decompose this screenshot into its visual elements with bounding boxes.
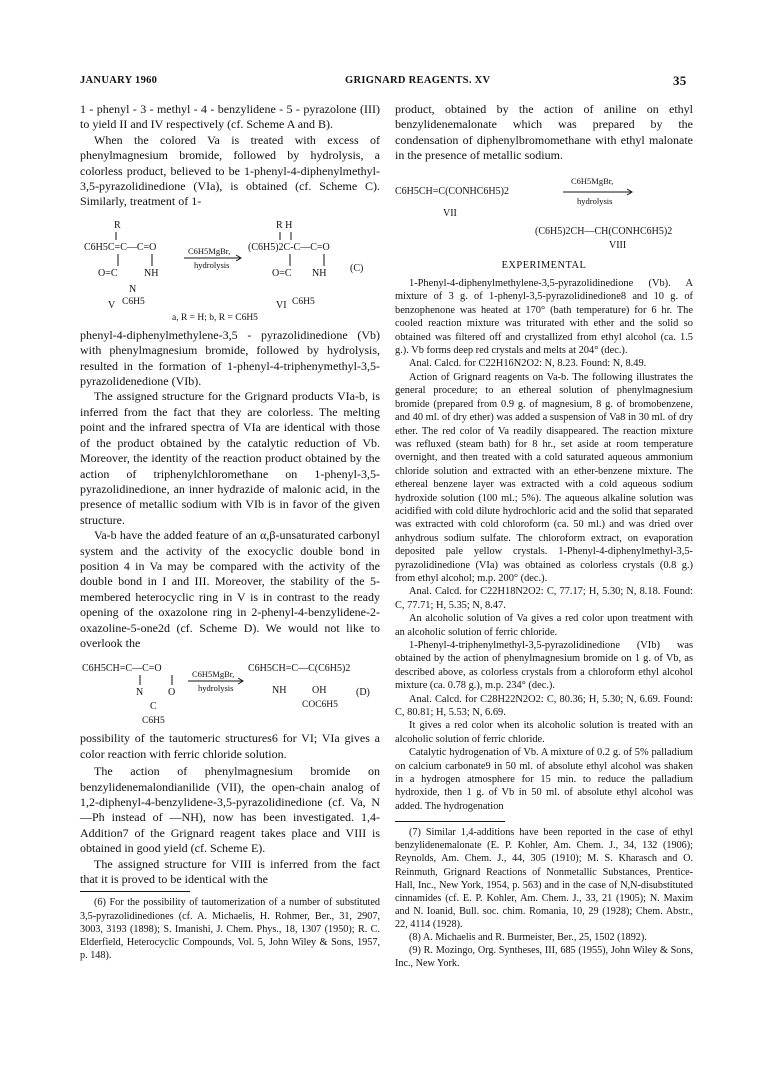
scheme-e <box>395 168 693 252</box>
paragraph: Anal. Calcd. for C28H22N2O2: C, 80.36; H, 5.30; N, 6.69. Found: C, 80.81; H, 5.53; N, 6.69. <box>395 693 693 719</box>
struct-product-co: COC6H5 <box>302 700 338 711</box>
paragraph: 1 - phenyl - 3 - methyl - 4 - benzylidene - 5 - pyrazolone (III) to yield II and IV respectively (cf. Scheme A and B). <box>80 102 380 132</box>
scheme-c-tag: (C) <box>350 262 364 274</box>
paragraph: When the colored Va is treated with excess of phenylmagnesium bromide, followed by hydrolysis, a colorless product, believed to be 1-phenyl-4-diphenylmethyl-3,5-pyrazolidinedione (VIa), is obtained (cf. Scheme C). Similarly, treatment of 1- <box>80 132 380 209</box>
hydrolysis-label: hydrolysis <box>198 683 234 694</box>
footnote-6: (6) For the possibility of tautomerization of a number of substituted 3,5-pyrazolidinediones (cf. A. Michaelis, H. Rohmer, Ber., 31, 2907, 3003, 3193 (1898); S. Imanishi, J. Chem. Phys., 18, 1307 (1950); R. C. Elderfield, Heterocyclic Compounds, Vol. 5, John Wiley & Sons, 1957, p. 148). <box>80 897 380 961</box>
page-number: 35 <box>673 73 687 88</box>
paragraph: The assigned structure for the Grignard products VIa-b, is inferred from the fact that they are colorless. The melting point and the infrared spectra of VIa are identical with those of the product obtained by the catalytic reduction of Vb. Moreover, the identity of the reaction product obtained by the action of triphenylchloromethane on 1-phenyl-3,5-pyrazolidinedione, an inner hydrazide of malonic acid, in the presence of metallic sodium with VIb is in favor of the given structure. <box>80 389 380 527</box>
paragraph: Anal. Calcd. for C22H18N2O2: C, 77.17; H, 5.30; N, 8.18. Found: C, 77.71; H, 5.35; N, 8.47. <box>395 586 693 611</box>
struct-vi-mid: O=C <box>272 267 292 279</box>
struct-v-nh: NH <box>144 267 159 279</box>
hydrolysis-label: hydrolysis <box>194 259 230 270</box>
reagent: C6H5MgBr, <box>188 245 231 256</box>
paragraph: 1-Phenyl-4-diphenylmethylene-3,5-pyrazolidinedione (Vb). A mixture of 3 g. of 1-phenyl-3,5-pyrazolidinedione8 and 10 g. of benzophenone was heated at 170° (bath temperature) for 6 hr. The cooled reaction mixture was triturated with ether and the solid so obtained was filtered off and crystallized from ethyl alcohol (ca. 1.5 g.). Vb forms deep red crystals and melts at 204° (dec.). <box>395 278 693 357</box>
struct-oxazolone-c: C <box>150 701 157 713</box>
paragraph: 1-Phenyl-4-triphenylmethyl-3,5-pyrazolidinedione (VIb) was obtained by the action of phenylmagnesium bromide on 1 g. of Vb, as described above, as colorless crystals from a chloroform ethyl alcohol mixture (ca. 0.78 g.), m.p. 234° (dec.). <box>395 640 693 692</box>
scheme-d <box>80 657 380 727</box>
struct-oxazolone-n: N <box>136 687 144 699</box>
footnote-rule <box>80 891 190 892</box>
paragraph: The action of phenylmagnesium bromide on benzylidenemalondianilide (VII), the open-chain analog of 1,2-diphenyl-4-benzylidene-3,5-pyrazolidinedione (cf. Va, N—Ph instead of —NH), now has been investigated. 1,4-Addition7 of the Grignard reagent takes place and VIII is obtained in good yield (cf. Scheme E). <box>80 764 380 856</box>
paragraph: phenyl-4-diphenylmethylene-3,5 - pyrazolidinedione (Vb) with phenylmagnesium bromide, followed by hydrolysis, resulted in the formation of 1-phenyl-4-triphenymethyl-3,5-pyrazolidenedione (VIb). <box>80 327 380 389</box>
r-label: R <box>114 219 121 231</box>
struct-viii: (C6H5)2CH—CH(CONHC6H5)2 <box>535 225 673 237</box>
struct-vi-ph: C6H5 <box>292 296 315 307</box>
label-v: V <box>108 299 116 311</box>
paragraph: It gives a red color when its alcoholic solution is treated with an alcoholic solution of ferric chloride. <box>395 720 693 745</box>
substituent-legend: a, R = H; b, R = C6H5 <box>172 312 258 323</box>
paragraph: Catalytic hydrogenation of Vb. A mixture of 0.2 g. of 5% palladium on calcium carbonate9 in 50 ml. of absolute ethyl alcohol was shaken in a hydrogen atmosphere for 15 min. to reduce the palladium hydroxide, then 1 g. of Vb in 50 ml. of absolute ethyl alcohol was added. The hydrogenation <box>395 747 693 812</box>
struct-v-ph: C6H5 <box>122 296 145 307</box>
struct-v-top: C6H5C=C—C=O <box>84 241 157 253</box>
scheme-e-drawing <box>395 168 693 252</box>
reagent: C6H5MgBr, <box>192 669 235 680</box>
label-vi: VI <box>276 299 287 311</box>
header-date: JANUARY 1960 <box>80 75 158 86</box>
struct-product-top: C6H5CH=C—C(C6H5)2 <box>248 663 351 675</box>
paragraph: An alcoholic solution of Va gives a red color upon treatment with an alcoholic solution of ferric chloride. <box>395 613 693 638</box>
struct-vi-top: (C6H5)2C-C—C=O <box>248 241 330 253</box>
paragraph: possibility of the tautomeric structures6 for VI; VIa gives a color reaction with ferric chloride solution. <box>80 731 380 761</box>
paragraph: Action of Grignard reagents on Va-b. The following illustrates the general procedure; to an ethereal solution of phenylmagnesium bromide (prepared from 0.9 g. of magnesium, 8 g. of bromobenzene, and 40 ml. of dry ether) was added a suspension of Va8 in 30 ml. of dry ether. The red color of Va readily disappeared. The reaction mixture was refluxed (steam bath) for 8 hr., set aside at room temperature overnight, and then treated with a cold saturated aqueous ammonium chloride solution and extracted with an ether-benzene mixture. The ethereal benzene layer was extracted with a cold aqueous sodium hydroxide solution (100 ml.; 5%). The aqueous alkaline solution was acidified with cold dilute hydrochloric acid and the solid that separated was extracted with cold chloroform (ca. 50 ml.) and was dried over anhydrous sodium sulfate. The chloroform extract, on evaporation deposited pale yellow crystals. 1-Phenyl-4-diphenylmethyl-3,5-pyrazolidinedione (VIa) was obtained as colorless crystals (0.8 g.) from ethyl alcohol; m.p. 200° (dec.). <box>395 371 693 584</box>
hydrolysis-label: hydrolysis <box>577 195 613 206</box>
reagent: C6H5MgBr, <box>571 175 614 186</box>
struct-v-n: N <box>129 283 137 295</box>
struct-v-mid: O=C <box>98 267 118 279</box>
paragraph: The assigned structure for VIII is inferred from the fact that it is proved to be identical with the <box>80 856 380 887</box>
struct-product-nh: NH <box>272 685 287 697</box>
paragraph: product, obtained by the action of aniline on ethyl benzylidenemalonate which was prepared by the condensation of diphenylbromomethane with ethyl malonate in the presence of metallic sodium. <box>395 102 693 163</box>
scheme-c <box>80 216 380 324</box>
section-heading: EXPERIMENTAL <box>501 259 587 271</box>
footnote-7: (7) Similar 1,4-additions have been reported in the case of ethyl benzylidenemalonate (E. P. Kohler, Am. Chem. J., 34, 132 (1906); Reynolds, Am. Chem. J., 44, 305 (1910); M. S. Kharasch and O. Reinmuth, Grignard Reactions of Nonmetallic Substances, Prentice-Hall, Inc., New York, 1954, p. 563) and in the case of N,N-disubstituted cinnamides (cf. E. P. Kohler, Am. Chem. J., 33, 21 (1905); N. Maxim and N. Ioanid, Bull. soc. chim. Romania, 10, 29 (1928); Chem. Abstr., 22, 4114 (1928). <box>395 827 693 930</box>
label-vii: VII <box>443 207 457 219</box>
paragraph: Anal. Calcd. for C22H16N2O2: N, 8.23. Found: N, 8.49. <box>409 358 647 370</box>
struct-oxazolone-top: C6H5CH=C—C=O <box>82 663 162 675</box>
header-title: GRIGNARD REAGENTS. XV <box>345 75 491 86</box>
scheme-c-drawing <box>80 216 380 324</box>
paragraph: Va-b have the added feature of an α,β-unsaturated carbonyl system and the activity of the exocyclic double bond in position 4 in Va may be compared with the activity of the double bond in I and III. Moreover, the stability of the 5-membered heterocyclic ring in V is in contrast to the ready opening of the oxazolone ring in 2-phenyl-4-benzylidene-2-oxazoline-5-one2d (cf. Scheme D). We would not like to overlook the <box>80 528 380 650</box>
footnote-9: (9) R. Mozingo, Org. Syntheses, III, 685 (1955), John Wiley & Sons, Inc., New York. <box>395 945 693 970</box>
r-h-label: R H <box>276 219 293 231</box>
right-column <box>395 102 693 970</box>
footnote-8: (8) A. Michaelis and R. Burmeister, Ber., 25, 1502 (1892). <box>409 932 647 944</box>
struct-oxazolone-ph: C6H5 <box>142 716 165 727</box>
scheme-d-drawing <box>80 657 380 727</box>
struct-oxazolone-o: O <box>168 687 176 699</box>
struct-vi-nh: NH <box>312 267 327 279</box>
label-viii: VIII <box>609 239 627 251</box>
footnote-rule <box>395 821 505 822</box>
left-column <box>80 102 380 962</box>
struct-product-oh: OH <box>312 685 327 697</box>
struct-vii: C6H5CH=C(CONHC6H5)2 <box>395 185 509 197</box>
scheme-d-tag: (D) <box>356 687 370 699</box>
